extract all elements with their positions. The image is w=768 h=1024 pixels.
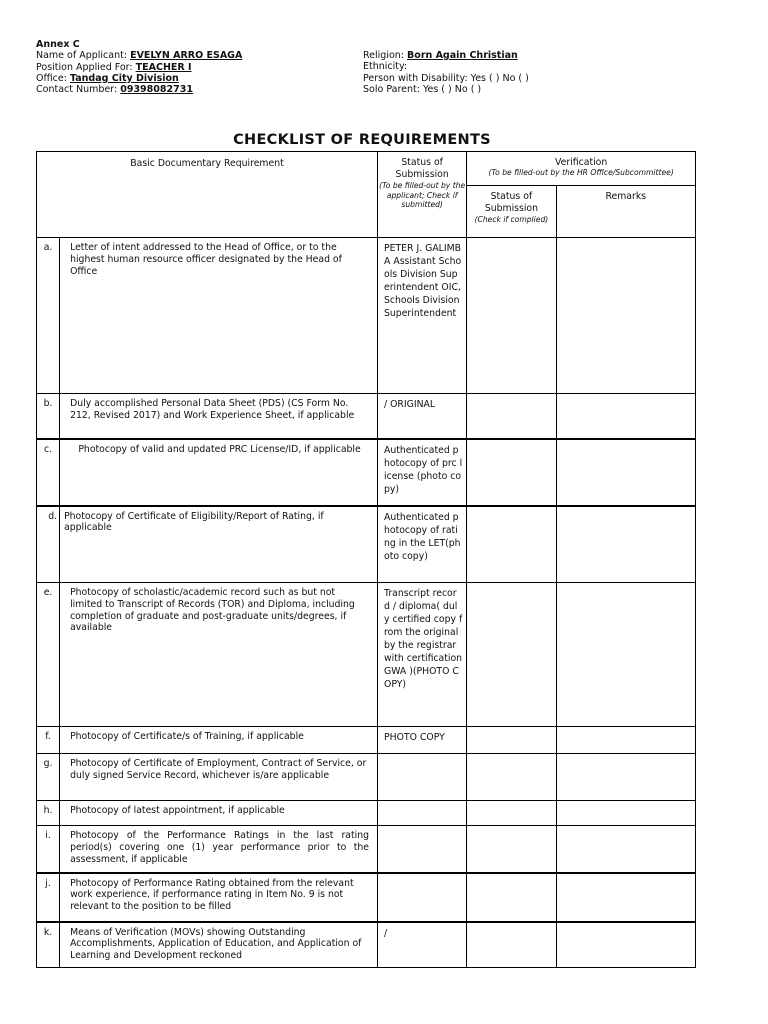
requirement-text: Photocopy of Certificate of Eligibility/Report of Rating, if applicable <box>60 506 378 583</box>
row-letter: d. <box>37 506 60 583</box>
applicant-name-label: Name of Applicant: <box>36 50 128 62</box>
requirement-row <box>37 922 696 968</box>
header-hr-status-label: Status of Submission <box>484 191 538 214</box>
applicant-status[interactable]: Authenticated photocopy of prc license (photo copy) <box>378 439 467 506</box>
requirement-text: Photocopy of Certificate of Employment, Contract of Service, or duly signed Service Record, whichever is/are applicable <box>60 754 378 801</box>
requirement-row <box>37 754 696 801</box>
requirement-row <box>37 826 696 873</box>
header-basic-requirement: Basic Documentary Requirement <box>37 152 378 238</box>
requirement-row <box>37 506 696 583</box>
solo-parent-line: Solo Parent: Yes ( ) No ( ) <box>363 83 482 95</box>
remarks-cell[interactable] <box>556 394 695 439</box>
hr-status-cell[interactable] <box>467 506 556 583</box>
office-value: Tandag City Division <box>69 72 179 84</box>
office-label: Office: <box>36 72 67 84</box>
requirement-text: Letter of intent addressed to the Head of Office, or to the highest human resource officer designated by the Head of Office <box>60 238 378 394</box>
position-line <box>36 62 242 73</box>
page-title: CHECKLIST OF REQUIREMENTS <box>233 132 491 148</box>
remarks-cell[interactable] <box>556 506 695 583</box>
requirement-row <box>37 873 696 922</box>
remarks-cell[interactable] <box>556 754 695 801</box>
office-line <box>36 73 242 84</box>
requirement-text: Photocopy of latest appointment, if applicable <box>60 801 378 826</box>
requirement-row <box>37 583 696 727</box>
position-value: TEACHER I <box>135 61 192 73</box>
header-hr-status-note: (Check if complied) <box>474 215 549 224</box>
remarks-cell[interactable] <box>556 873 695 922</box>
requirements-table <box>36 151 696 968</box>
ethnicity-line: Ethnicity: <box>363 61 408 73</box>
religion-label: Religion: <box>363 50 405 61</box>
row-letter: j. <box>37 873 60 922</box>
requirement-row <box>37 727 696 754</box>
remarks-cell[interactable] <box>556 238 695 394</box>
position-label: Position Applied For: <box>36 61 133 73</box>
row-letter: h. <box>37 801 60 826</box>
requirement-text: Photocopy of valid and updated PRC License/ID, if applicable <box>60 439 378 506</box>
applicant-status[interactable]: / <box>378 922 467 968</box>
contact-line <box>36 84 242 95</box>
applicant-name-value: EVELYN ARRO ESAGA <box>130 50 243 62</box>
requirement-text: Means of Verification (MOVs) showing Outstanding Accomplishments, Application of Education, and Application of Learning and Development reckoned <box>60 922 378 968</box>
hr-status-cell[interactable] <box>467 826 556 873</box>
row-letter: g. <box>37 754 60 801</box>
remarks-cell[interactable] <box>556 801 695 826</box>
hr-status-cell[interactable] <box>467 801 556 826</box>
requirement-text: Photocopy of Performance Rating obtained from the relevant work experience, if performance rating in Item No. 9 is not relevant to the position to be filled <box>60 873 378 922</box>
header-status-note: (To be filled-out by the applicant; Check if submitted) <box>379 181 466 209</box>
applicant-status[interactable]: PHOTO COPY <box>378 727 467 754</box>
applicant-status[interactable] <box>378 826 467 873</box>
header-verification <box>467 152 696 186</box>
hr-status-cell[interactable] <box>467 238 556 394</box>
header-verification-label: Verification <box>555 157 608 168</box>
pwd-line: Person with Disability: Yes ( ) No ( ) <box>363 72 529 84</box>
applicant-status[interactable]: PETER J. GALIMBA Assistant Schools Division Superintendent OIC, Schools Division Superintendent <box>378 238 467 394</box>
row-letter: k. <box>37 922 60 968</box>
remarks-cell[interactable] <box>556 826 695 873</box>
header-status-label: Status of Submission <box>395 157 449 180</box>
row-letter: f. <box>37 727 60 754</box>
applicant-status[interactable]: / ORIGINAL <box>378 394 467 439</box>
contact-value: 09398082731 <box>120 84 193 96</box>
requirement-text: Photocopy of the Performance Ratings in the last rating period(s) covering one (1) year performance prior to the assessment, if applicable <box>60 826 378 873</box>
annex-label: Annex C <box>36 39 80 50</box>
applicant-status[interactable] <box>378 873 467 922</box>
requirement-row <box>37 439 696 506</box>
requirement-text: Photocopy of Certificate/s of Training, if applicable <box>60 727 378 754</box>
religion-line <box>363 50 529 61</box>
applicant-status[interactable] <box>378 801 467 826</box>
religion-value: Born Again Christian <box>407 50 518 61</box>
header-hr-status <box>467 186 556 238</box>
remarks-cell[interactable] <box>556 583 695 727</box>
requirement-row <box>37 238 696 394</box>
contact-label: Contact Number: <box>36 84 118 96</box>
requirement-row <box>37 801 696 826</box>
row-letter: i. <box>37 826 60 873</box>
remarks-cell[interactable] <box>556 922 695 968</box>
requirement-text: Duly accomplished Personal Data Sheet (PDS) (CS Form No. 212, Revised 2017) and Work Experience Sheet, if applicable <box>60 394 378 439</box>
hr-status-cell[interactable] <box>467 439 556 506</box>
remarks-cell[interactable] <box>556 439 695 506</box>
hr-status-cell[interactable] <box>467 583 556 727</box>
applicant-status[interactable] <box>378 754 467 801</box>
row-letter: e. <box>37 583 60 727</box>
applicant-info <box>36 39 242 95</box>
hr-status-cell[interactable] <box>467 873 556 922</box>
hr-status-cell[interactable] <box>467 727 556 754</box>
applicant-status[interactable]: Authenticated photocopy of rating in the LET(photo copy) <box>378 506 467 583</box>
applicant-name-line <box>36 50 242 61</box>
hr-status-cell[interactable] <box>467 394 556 439</box>
applicant-status[interactable]: Transcript record / diploma( duly certified copy from the original by the registrar with certification GWA )(PHOTO COPY) <box>378 583 467 727</box>
header-remarks: Remarks <box>556 186 695 238</box>
row-letter: a. <box>37 238 60 394</box>
row-letter: c. <box>37 439 60 506</box>
header-status-of-submission <box>378 152 467 238</box>
applicant-demographics <box>363 50 529 95</box>
row-letter: b. <box>37 394 60 439</box>
requirement-text: Photocopy of scholastic/academic record such as but not limited to Transcript of Records (TOR) and Diploma, including completion of graduate and post-graduate units/degrees, if available <box>60 583 378 727</box>
requirement-row <box>37 394 696 439</box>
remarks-cell[interactable] <box>556 727 695 754</box>
header-verification-note: (To be filled-out by the HR Office/Subcommittee) <box>488 168 674 177</box>
hr-status-cell[interactable] <box>467 922 556 968</box>
hr-status-cell[interactable] <box>467 754 556 801</box>
